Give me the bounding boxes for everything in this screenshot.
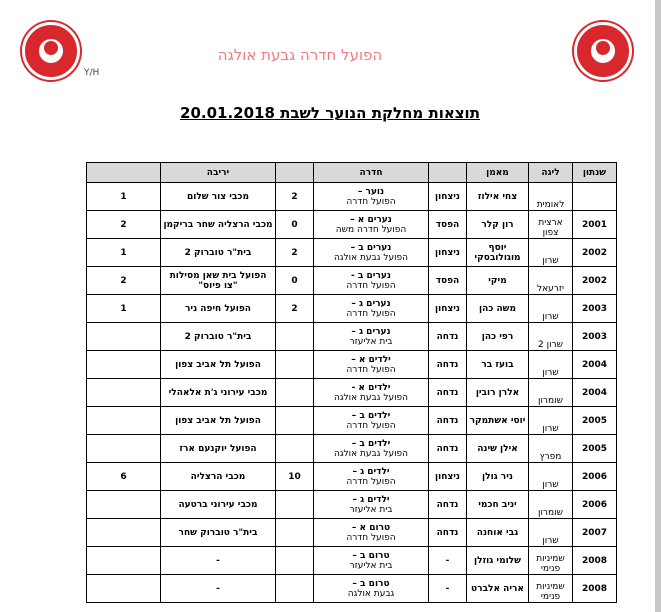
cell-score: 0 [276,267,314,295]
cell-coach: יוסף מוגולובסקי [467,239,529,267]
cell-coach: שלומי גוזלן [467,547,529,575]
table-row [87,463,617,491]
cell-season [573,183,617,211]
cell-result: הפסד [429,211,467,239]
team-name: הפועל גבעת אולגה [333,252,409,263]
football-icon [596,41,610,55]
cell-league: שרון [529,463,573,491]
cell-coach: יניב חכמי [467,491,529,519]
cell-score [276,379,314,407]
header-opponent: יריבה [161,163,276,183]
cell-team [314,183,429,211]
cell-season: 2007 [573,519,617,547]
header-score [276,163,314,183]
cell-score: 2 [276,295,314,323]
team-name: הפועל חדרה [346,364,396,375]
cell-league: שמיניות פנימי [529,575,573,603]
team-group: נערים א – [350,214,392,225]
cell-team [314,575,429,603]
cell-opponent-score [87,575,161,603]
table-row [87,295,617,323]
cell-league: שרון [529,351,573,379]
cell-team [314,239,429,267]
cell-result: הפסד [429,267,467,295]
cell-opponent-score [87,379,161,407]
cell-league: שרון [529,519,573,547]
club-logo-right [574,22,632,80]
cell-coach: רון קלר [467,211,529,239]
cell-result: נדחה [429,351,467,379]
table-row [87,267,617,295]
header-coach: מאמן [467,163,529,183]
team-group: ילדים א - [351,382,391,393]
cell-league: לאומית [529,183,573,211]
cell-season: 2002 [573,267,617,295]
team-name: בית אליעזר [349,560,393,571]
cell-opponent: מכבי הרצליה שחר בריקמן [161,211,276,239]
team-group: טרום א – [351,522,391,533]
cell-opponent: בית"ר טוברוק 2 [161,323,276,351]
table-row [87,239,617,267]
cell-opponent-score: 2 [87,267,161,295]
cell-league: שומרון [529,491,573,519]
team-group: ילדים א – [351,354,391,365]
cell-league: שמיניות פנימי [529,547,573,575]
team-group: ילדים ב – [351,438,391,449]
team-group: נערים ג – [351,326,391,337]
cell-result: נדחה [429,323,467,351]
cell-season: 2003 [573,323,617,351]
cell-opponent: מכבי עירוני ג'ת אלאהלי [161,379,276,407]
team-group: ילדים ב – [351,410,391,421]
club-logo-left [22,22,80,80]
team-name: הפועל חדרה [346,476,396,487]
table-row [87,323,617,351]
cell-opponent-score [87,435,161,463]
table-row [87,183,617,211]
results-table [86,162,617,603]
table-row [87,407,617,435]
cell-season: 2004 [573,351,617,379]
table-row [87,519,617,547]
cell-opponent-score [87,351,161,379]
table-row [87,435,617,463]
cell-result: נדחה [429,491,467,519]
table-header-row [87,163,617,183]
window-edge [655,0,661,612]
team-group: טרום ב – [352,578,390,589]
header-hadera: חדרה [314,163,429,183]
cell-score [276,407,314,435]
cell-opponent: הפועל חיפה ניר [161,295,276,323]
cell-opponent: הפועל יוקנעם ארז [161,435,276,463]
team-group: נערים ג – [351,298,391,309]
cell-team [314,547,429,575]
club-name: הפועל חדרה גבעת אולגה [217,46,383,64]
cell-season: 2003 [573,295,617,323]
header-league: ליגה [529,163,573,183]
cell-coach: רפי כהן [467,323,529,351]
cell-opponent-score [87,519,161,547]
cell-opponent: - [161,547,276,575]
cell-league: מפרץ [529,435,573,463]
cell-opponent-score: 1 [87,295,161,323]
team-group: נערים ב - [351,270,391,281]
header-result [429,163,467,183]
cell-season: 2005 [573,407,617,435]
header-season: שנתון [573,163,617,183]
team-name: הפועל חדרה [346,196,396,207]
cell-score: 10 [276,463,314,491]
cell-opponent-score: 1 [87,239,161,267]
cell-score [276,491,314,519]
cell-season: 2001 [573,211,617,239]
cell-team [314,407,429,435]
table-row [87,491,617,519]
cell-league: ארצית צפון [529,211,573,239]
cell-coach: יוסי אשתמקר [467,407,529,435]
table-row [87,211,617,239]
cell-coach: ניר גולן [467,463,529,491]
table-row [87,379,617,407]
table-row [87,547,617,575]
cell-score [276,435,314,463]
cell-opponent: - [161,575,276,603]
cell-team [314,435,429,463]
header-opponent-score [87,163,161,183]
cell-opponent-score [87,547,161,575]
cell-season: 2002 [573,239,617,267]
cell-team [314,211,429,239]
cell-season: 2004 [573,379,617,407]
cell-season: 2006 [573,491,617,519]
team-name: הפועל חדרה [346,308,396,319]
author-initials: Y/H [84,68,100,78]
cell-season: 2008 [573,575,617,603]
cell-season: 2008 [573,547,617,575]
cell-opponent-score: 6 [87,463,161,491]
cell-coach: בועז בר [467,351,529,379]
cell-season: 2005 [573,435,617,463]
cell-team [314,519,429,547]
team-name: הפועל גבעת אולגה [333,392,409,403]
cell-opponent: הפועל בית שאן מסילות "צו פיוס" [161,267,276,295]
cell-opponent: הפועל תל אביב צפון [161,407,276,435]
team-name: הפועל חדרה משה [335,224,407,235]
cell-score [276,323,314,351]
cell-team [314,491,429,519]
cell-result: ניצחון [429,463,467,491]
cell-coach: אילן שינה [467,435,529,463]
table-row [87,575,617,603]
team-name: בית אליעזר [349,336,393,347]
cell-team [314,351,429,379]
cell-league: שרון [529,407,573,435]
team-name: הפועל חדרה [346,420,396,431]
cell-league: שומרון [529,379,573,407]
cell-team [314,323,429,351]
team-name: גבעת אולגה [347,588,395,599]
cell-opponent: בית"ר טוברוק 2 [161,239,276,267]
cell-score [276,575,314,603]
cell-league: שרון 2 [529,323,573,351]
cell-coach: גבי אוחנה [467,519,529,547]
cell-score [276,351,314,379]
cell-coach: צחי אילוז [467,183,529,211]
cell-league: יזרעאל [529,267,573,295]
cell-score [276,547,314,575]
cell-coach: משה כהן [467,295,529,323]
table-row [87,351,617,379]
cell-result: ניצחון [429,295,467,323]
cell-result: נדחה [429,407,467,435]
cell-coach: אלרן רובין [467,379,529,407]
cell-opponent-score [87,323,161,351]
team-group: טרום ב – [352,550,390,561]
team-group: נערים ב – [350,242,392,253]
cell-score: 0 [276,211,314,239]
cell-team [314,379,429,407]
cell-season: 2006 [573,463,617,491]
cell-team [314,295,429,323]
cell-result: ניצחון [429,239,467,267]
cell-score: 2 [276,239,314,267]
cell-opponent: מכבי הרצליה [161,463,276,491]
cell-opponent: הפועל תל אביב צפון [161,351,276,379]
cell-result: - [429,575,467,603]
cell-score: 2 [276,183,314,211]
team-name: בית אליעזר [349,504,393,515]
team-group: נוער – [357,186,385,197]
cell-result: נדחה [429,379,467,407]
team-name: הפועל חדרה [346,280,396,291]
cell-league: שרון [529,295,573,323]
team-name: הפועל גבעת אולגה [333,448,409,459]
cell-result: - [429,547,467,575]
cell-result: ניצחון [429,183,467,211]
cell-opponent-score [87,491,161,519]
cell-opponent-score [87,407,161,435]
team-group: ילדים ג – [352,494,390,505]
cell-team [314,463,429,491]
cell-score [276,519,314,547]
cell-league: שרון [529,239,573,267]
cell-team [314,267,429,295]
cell-coach: אריה אלברט [467,575,529,603]
cell-opponent: בית"ר טוברוק שחר [161,519,276,547]
cell-result: נדחה [429,519,467,547]
cell-coach: מיקי [467,267,529,295]
document-title: תוצאות מחלקת הנוער לשבת 20.01.2018 [180,104,480,122]
team-group: ילדים ג – [352,466,390,477]
cell-result: נדחה [429,435,467,463]
team-name: הפועל חדרה [346,532,396,543]
cell-opponent: מכבי עירוני ברטעה [161,491,276,519]
football-icon [44,41,58,55]
cell-opponent: מכבי צור שלום [161,183,276,211]
cell-opponent-score: 1 [87,183,161,211]
cell-opponent-score: 2 [87,211,161,239]
